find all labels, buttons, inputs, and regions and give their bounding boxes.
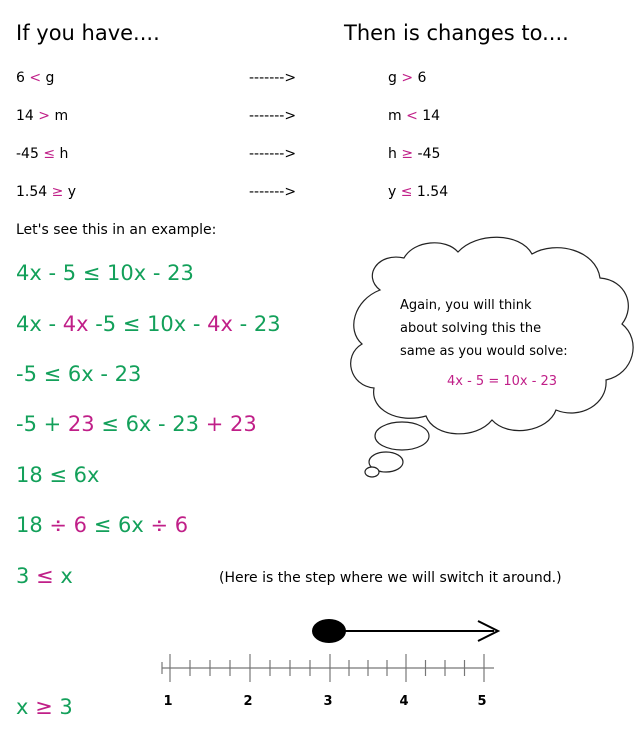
- step-7: 3 ≤ x: [16, 564, 73, 588]
- bubble-line-1: Again, you will think: [400, 298, 532, 313]
- step-3: -5 ≤ 6x - 23: [16, 362, 142, 386]
- rule-1-right: g > 6: [388, 70, 427, 86]
- rule-3-left: -45 ≤ h: [16, 146, 69, 162]
- rule-4-arrow: ------->: [249, 184, 297, 200]
- step-5: 18 ≤ 6x: [16, 463, 100, 487]
- bubble-equation: 4x - 5 = 10x - 23: [447, 374, 558, 389]
- rule-2-arrow: ------->: [249, 108, 297, 124]
- step-1: 4x - 5 ≤ 10x - 23: [16, 261, 194, 285]
- rule-1-arrow: ------->: [249, 70, 297, 86]
- tick-label-1: 1: [163, 694, 173, 709]
- rule-4-right: y ≤ 1.54: [388, 184, 449, 200]
- rule-2-right: m < 14: [388, 108, 441, 124]
- rule-3-arrow: ------->: [249, 146, 297, 162]
- step-8: x ≥ 3: [16, 695, 73, 719]
- step-4: -5 + 23 ≤ 6x - 23 + 23: [16, 412, 257, 436]
- bubble-line-3: same as you would solve:: [400, 344, 568, 359]
- step-2: 4x - 4x -5 ≤ 10x - 4x - 23: [16, 312, 281, 336]
- bubble-line-2: about solving this the: [400, 321, 542, 336]
- example-intro: Let's see this in an example:: [16, 222, 217, 238]
- header-right: Then is changes to....: [344, 21, 569, 45]
- rule-1-left: 6 < g: [16, 70, 55, 86]
- closed-point: [312, 619, 346, 643]
- tick-label-5: 5: [477, 694, 487, 709]
- tick-label-4: 4: [399, 694, 409, 709]
- rule-4-left: 1.54 ≥ y: [16, 184, 77, 200]
- step-6: 18 ÷ 6 ≤ 6x ÷ 6: [16, 513, 189, 537]
- rule-2-left: 14 > m: [16, 108, 69, 124]
- tick-label-2: 2: [243, 694, 253, 709]
- switch-note: (Here is the step where we will switch it around.): [219, 570, 562, 586]
- rule-3-right: h ≥ -45: [388, 146, 441, 162]
- header-left: If you have....: [16, 21, 160, 45]
- tick-label-3: 3: [323, 694, 333, 709]
